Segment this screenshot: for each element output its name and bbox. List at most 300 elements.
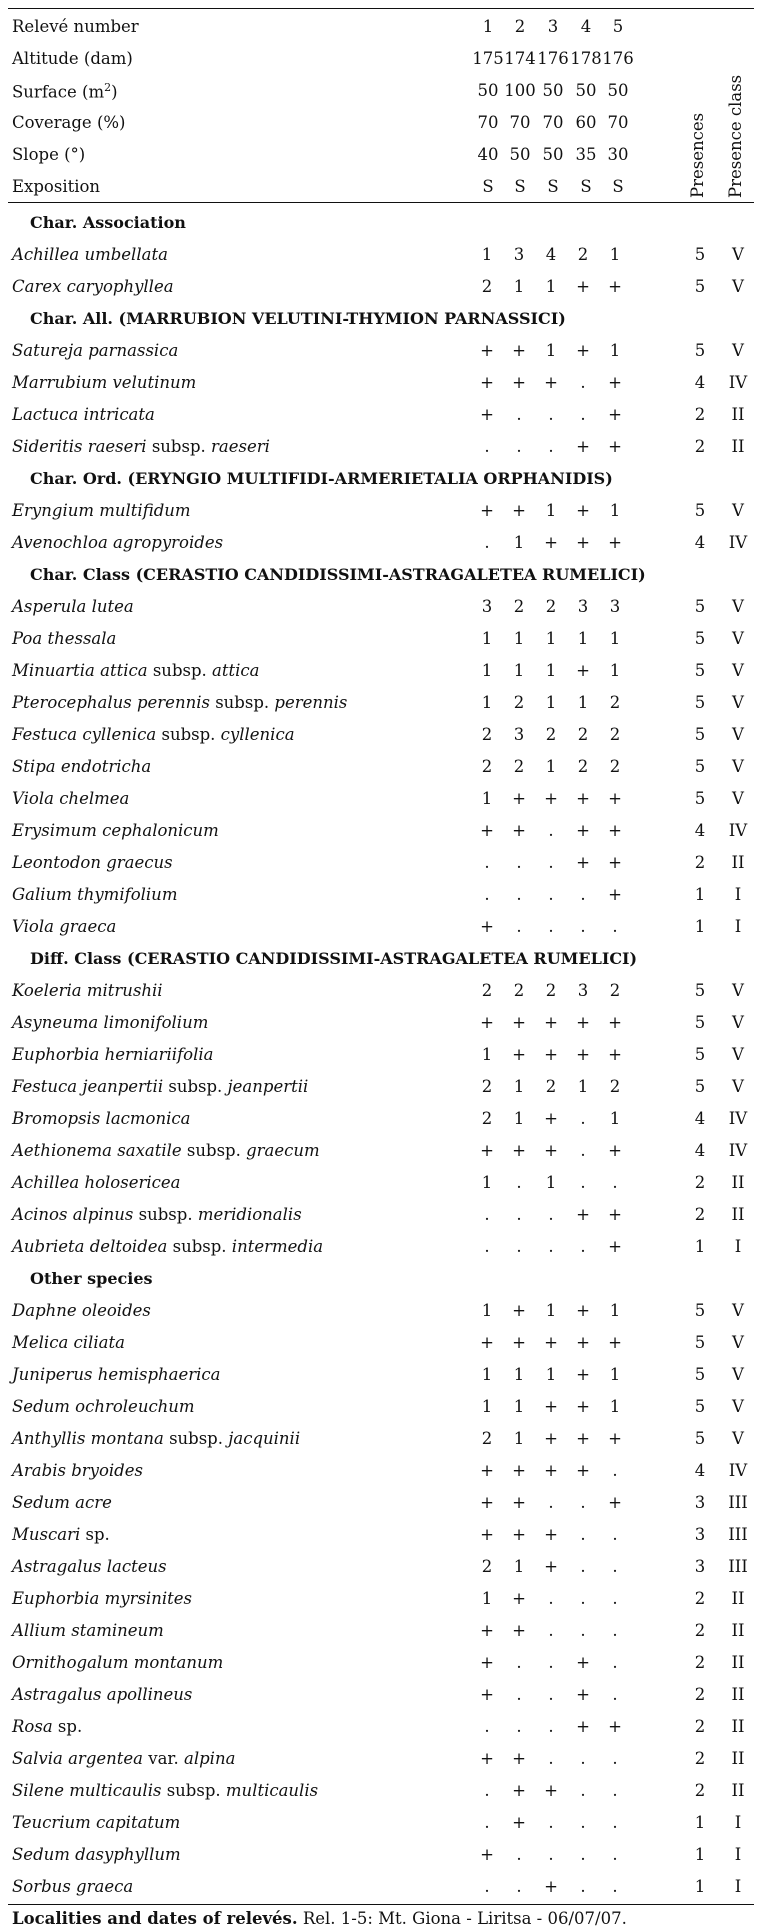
cover-value-releve-2: + xyxy=(512,1141,526,1160)
species-name xyxy=(12,757,151,776)
cover-value-releve-2: + xyxy=(512,1301,526,1320)
header-value: 2 xyxy=(514,17,526,36)
cover-value-releve-3: + xyxy=(544,1461,558,1480)
cover-value-releve-2: . xyxy=(516,1173,522,1192)
cover-value-releve-5: . xyxy=(612,1749,618,1768)
cover-value-releve-1: + xyxy=(480,1749,494,1768)
header-value: 70 xyxy=(509,113,531,132)
species-row xyxy=(8,750,754,782)
label-text: ) xyxy=(111,82,118,102)
presence-count: 3 xyxy=(694,1493,706,1512)
cover-value-releve-4: 3 xyxy=(577,981,589,1000)
species-row xyxy=(8,1390,754,1422)
infraspecific-rank: var. xyxy=(148,1749,179,1768)
presence-count: 5 xyxy=(694,693,706,712)
cover-value-releve-4: + xyxy=(576,1653,590,1672)
presence-class: V xyxy=(732,1397,744,1416)
species-genus-epithet: Pterocephalus perennis xyxy=(12,693,210,712)
species-genus-epithet: Viola chelmea xyxy=(12,789,130,808)
cover-value-releve-1: 1 xyxy=(481,693,493,712)
cover-value-releve-5: 2 xyxy=(609,693,621,712)
species-genus-epithet: Melica ciliata xyxy=(12,1333,125,1352)
presence-count: 2 xyxy=(694,1717,706,1736)
presence-count: 2 xyxy=(694,1685,706,1704)
header-value: 178 xyxy=(570,49,602,68)
cover-value-releve-5: . xyxy=(612,1845,618,1864)
cover-value-releve-2: . xyxy=(516,885,522,904)
presences-column-header: Presences xyxy=(688,112,707,198)
cover-value-releve-4: 2 xyxy=(577,245,589,264)
footnote-text: Rel. 1-5: Mt. Giona - Liritsa - 06/07/07. xyxy=(297,1909,627,1928)
species-row xyxy=(8,1422,754,1454)
cover-value-releve-2: + xyxy=(512,1045,526,1064)
cover-value-releve-1: 2 xyxy=(481,1557,493,1576)
species-genus-epithet: Viola graeca xyxy=(12,917,117,936)
section-header-row xyxy=(8,942,754,974)
presence-count: 5 xyxy=(694,1013,706,1032)
cover-value-releve-1: + xyxy=(480,405,494,424)
species-genus-epithet: Lactuca intricata xyxy=(12,405,155,424)
cover-value-releve-3: . xyxy=(548,437,554,456)
species-row xyxy=(8,1070,754,1102)
cover-value-releve-5: . xyxy=(612,1813,618,1832)
presence-count: 1 xyxy=(694,1877,706,1896)
cover-value-releve-2: 1 xyxy=(513,629,525,648)
presence-count: 5 xyxy=(694,1333,706,1352)
presence-count: 5 xyxy=(694,245,706,264)
species-genus-epithet: Arabis bryoides xyxy=(12,1461,143,1480)
header-value: S xyxy=(547,177,559,196)
species-genus-epithet: Minuartia attica xyxy=(12,661,148,680)
species-genus-epithet: Sedum ochroleuchum xyxy=(12,1397,195,1416)
cover-value-releve-5: + xyxy=(608,821,622,840)
species-name xyxy=(12,1045,214,1064)
cover-value-releve-1: 1 xyxy=(481,1397,493,1416)
presence-class: V xyxy=(732,245,744,264)
header-row-altitude xyxy=(8,42,754,74)
cover-value-releve-5: 2 xyxy=(609,757,621,776)
species-name xyxy=(12,1845,181,1864)
cover-value-releve-2: 2 xyxy=(513,757,525,776)
cover-value-releve-3: . xyxy=(548,1685,554,1704)
header-label: Slope (°) xyxy=(12,145,86,164)
cover-value-releve-4: + xyxy=(576,1365,590,1384)
cover-value-releve-4: . xyxy=(580,1237,586,1256)
cover-value-releve-2: 3 xyxy=(513,725,525,744)
infraspecific-rank: subsp. xyxy=(169,1429,223,1448)
cover-value-releve-3: 1 xyxy=(545,277,557,296)
species-name xyxy=(12,501,191,520)
presence-count: 4 xyxy=(694,1109,706,1128)
cover-value-releve-4: + xyxy=(576,501,590,520)
cover-value-releve-5: + xyxy=(608,437,622,456)
cover-value-releve-2: + xyxy=(512,1525,526,1544)
infraspecific-rank: subsp. xyxy=(152,661,207,680)
cover-value-releve-5: . xyxy=(612,1685,618,1704)
cover-value-releve-1: . xyxy=(484,1877,490,1896)
cover-value-releve-5: . xyxy=(612,1557,618,1576)
cover-value-releve-1: 1 xyxy=(481,789,493,808)
cover-value-releve-1: + xyxy=(480,1013,494,1032)
species-genus-epithet: Achillea umbellata xyxy=(12,245,168,264)
cover-value-releve-3: . xyxy=(548,853,554,872)
presence-class: IV xyxy=(728,373,748,392)
cover-value-releve-5: 2 xyxy=(609,1077,621,1096)
infraspecific-rank: subsp. xyxy=(138,1205,193,1224)
species-genus-epithet: Daphne oleoides xyxy=(12,1301,151,1320)
presence-count: 2 xyxy=(694,1589,706,1608)
cover-value-releve-1: + xyxy=(480,821,494,840)
cover-value-releve-2: 1 xyxy=(513,533,525,552)
species-row xyxy=(8,1518,754,1550)
header-value: S xyxy=(482,177,494,196)
infraspecific-epithet: jacquinii xyxy=(228,1429,301,1448)
species-row xyxy=(8,1006,754,1038)
species-name xyxy=(12,1365,221,1384)
infraspecific-rank: sp. xyxy=(85,1525,110,1544)
presence-count: 5 xyxy=(694,629,706,648)
header-value: 100 xyxy=(504,81,536,100)
species-name xyxy=(12,1333,125,1352)
cover-value-releve-2: + xyxy=(512,1013,526,1032)
cover-value-releve-3: 1 xyxy=(545,661,557,680)
cover-value-releve-4: + xyxy=(576,1333,590,1352)
cover-value-releve-2: . xyxy=(516,853,522,872)
section-title: Char. Class (CERASTIO CANDIDISSIMI-ASTRAGALETEA RUMELICI) xyxy=(30,565,646,584)
species-row xyxy=(8,910,754,942)
species-name xyxy=(12,1205,302,1224)
cover-value-releve-4: + xyxy=(576,1045,590,1064)
cover-value-releve-2: 1 xyxy=(513,277,525,296)
label-text: Surface (m xyxy=(12,82,105,102)
cover-value-releve-2: 1 xyxy=(513,1077,525,1096)
species-row xyxy=(8,974,754,1006)
species-row xyxy=(8,1582,754,1614)
header-value: 50 xyxy=(542,145,564,164)
header-label: Relevé number xyxy=(12,17,139,36)
cover-value-releve-5: + xyxy=(608,1013,622,1032)
cover-value-releve-1: 2 xyxy=(481,1109,493,1128)
species-name xyxy=(12,725,295,744)
species-name xyxy=(12,1237,323,1256)
section-title: Char. Association xyxy=(30,213,186,232)
species-name xyxy=(12,1301,151,1320)
cover-value-releve-3: 4 xyxy=(545,245,557,264)
header-value: 50 xyxy=(607,81,629,100)
species-genus-epithet: Achillea holosericea xyxy=(12,1173,181,1192)
cover-value-releve-2: + xyxy=(512,1333,526,1352)
species-row xyxy=(8,654,754,686)
header-label: Coverage (%) xyxy=(12,113,126,132)
cover-value-releve-5: + xyxy=(608,1237,622,1256)
cover-value-releve-4: + xyxy=(576,1397,590,1416)
species-row xyxy=(8,686,754,718)
header-value: 176 xyxy=(537,49,569,68)
cover-value-releve-2: . xyxy=(516,437,522,456)
species-name xyxy=(12,981,163,1000)
presence-count: 1 xyxy=(694,1237,706,1256)
cover-value-releve-3: + xyxy=(544,1141,558,1160)
species-genus-epithet: Festuca cyllenica xyxy=(12,725,157,744)
species-name xyxy=(12,341,178,360)
cover-value-releve-3: . xyxy=(548,821,554,840)
header-label: Exposition xyxy=(12,177,101,196)
cover-value-releve-5: 1 xyxy=(609,1301,621,1320)
species-name xyxy=(12,277,174,296)
species-genus-epithet: Sideritis raeseri xyxy=(12,437,147,456)
presence-class: V xyxy=(732,1429,744,1448)
cover-value-releve-1: + xyxy=(480,1461,494,1480)
cover-value-releve-4: + xyxy=(576,821,590,840)
species-name xyxy=(12,1589,192,1608)
cover-value-releve-5: 1 xyxy=(609,661,621,680)
species-genus-epithet: Satureja parnassica xyxy=(12,341,179,360)
presence-count: 4 xyxy=(694,533,706,552)
cover-value-releve-5: 1 xyxy=(609,501,621,520)
cover-value-releve-1: . xyxy=(484,533,490,552)
infraspecific-epithet: raeseri xyxy=(211,437,270,456)
cover-value-releve-2: 1 xyxy=(513,1557,525,1576)
infraspecific-epithet: jeanpertii xyxy=(227,1077,309,1096)
cover-value-releve-1: . xyxy=(484,853,490,872)
cover-value-releve-5: 3 xyxy=(609,597,621,616)
presence-count: 2 xyxy=(694,1173,706,1192)
cover-value-releve-1: . xyxy=(484,437,490,456)
cover-value-releve-4: + xyxy=(576,533,590,552)
cover-value-releve-4: 3 xyxy=(577,597,589,616)
header-label: Altitude (dam) xyxy=(12,49,133,68)
cover-value-releve-4: + xyxy=(576,1429,590,1448)
cover-value-releve-3: + xyxy=(544,1429,558,1448)
cover-value-releve-2: . xyxy=(516,405,522,424)
presence-count: 5 xyxy=(694,1045,706,1064)
header-value: 1 xyxy=(482,17,494,36)
cover-value-releve-5: . xyxy=(612,917,618,936)
header-value: 35 xyxy=(575,145,597,164)
cover-value-releve-1: 2 xyxy=(481,757,493,776)
presence-class: V xyxy=(732,1077,744,1096)
header-value: 50 xyxy=(542,81,564,100)
species-genus-epithet: Astragalus apollineus xyxy=(12,1685,193,1704)
species-genus-epithet: Astragalus lacteus xyxy=(12,1557,167,1576)
presence-class-column-header: Presence class xyxy=(726,74,745,198)
presence-class: V xyxy=(732,629,744,648)
cover-value-releve-1: 1 xyxy=(481,661,493,680)
cover-value-releve-1: 1 xyxy=(481,245,493,264)
species-genus-epithet: Sorbus graeca xyxy=(12,1877,134,1896)
cover-value-releve-2: 1 xyxy=(513,1365,525,1384)
species-row xyxy=(8,814,754,846)
species-row xyxy=(8,494,754,526)
cover-value-releve-3: . xyxy=(548,1493,554,1512)
species-name xyxy=(12,821,219,840)
species-genus-epithet: Koeleria mitrushii xyxy=(12,981,163,1000)
cover-value-releve-5: 1 xyxy=(609,341,621,360)
species-name xyxy=(12,853,173,872)
infraspecific-epithet: meridionalis xyxy=(197,1205,302,1224)
cover-value-releve-3: 2 xyxy=(545,981,557,1000)
header-row-slope xyxy=(8,138,754,170)
species-row xyxy=(8,1198,754,1230)
cover-value-releve-1: 2 xyxy=(481,1429,493,1448)
cover-value-releve-5: 2 xyxy=(609,981,621,1000)
cover-value-releve-1: 1 xyxy=(481,1589,493,1608)
section-header-row xyxy=(8,462,754,494)
presence-class: IV xyxy=(728,821,748,840)
section-header-row xyxy=(8,1262,754,1294)
cover-value-releve-4: . xyxy=(580,1493,586,1512)
species-name xyxy=(12,1781,318,1800)
cover-value-releve-2: 2 xyxy=(513,597,525,616)
species-name xyxy=(12,533,223,552)
presence-count: 1 xyxy=(694,1813,706,1832)
presence-count: 4 xyxy=(694,821,706,840)
cover-value-releve-5: . xyxy=(612,1461,618,1480)
species-name xyxy=(12,1141,320,1160)
cover-value-releve-4: . xyxy=(580,1557,586,1576)
header-label xyxy=(12,81,118,102)
species-name xyxy=(12,405,155,424)
cover-value-releve-2: 1 xyxy=(513,661,525,680)
species-row xyxy=(8,622,754,654)
species-row xyxy=(8,846,754,878)
cover-value-releve-3: 1 xyxy=(545,341,557,360)
species-genus-epithet: Marrubium velutinum xyxy=(12,373,197,392)
cover-value-releve-4: . xyxy=(580,1109,586,1128)
cover-value-releve-1: . xyxy=(484,1205,490,1224)
presence-class: V xyxy=(732,725,744,744)
cover-value-releve-1: + xyxy=(480,1845,494,1864)
header-value: 5 xyxy=(612,17,624,36)
cover-value-releve-3: 1 xyxy=(545,693,557,712)
species-name xyxy=(12,693,347,712)
cover-value-releve-5: + xyxy=(608,885,622,904)
cover-value-releve-4: + xyxy=(576,1301,590,1320)
header-row-releve-number xyxy=(8,10,754,42)
cover-value-releve-1: + xyxy=(480,501,494,520)
cover-value-releve-1: + xyxy=(480,1141,494,1160)
cover-value-releve-3: + xyxy=(544,1397,558,1416)
section-title: Char. All. (MARRUBION VELUTINI-THYMION PARNASSICI) xyxy=(30,309,566,328)
cover-value-releve-3: . xyxy=(548,405,554,424)
presence-class: II xyxy=(731,1717,745,1736)
species-row xyxy=(8,590,754,622)
header-value: S xyxy=(514,177,526,196)
header-value: 174 xyxy=(504,49,536,68)
cover-value-releve-4: + xyxy=(576,661,590,680)
presence-class: V xyxy=(732,789,744,808)
presence-class: V xyxy=(732,597,744,616)
cover-value-releve-3: . xyxy=(548,885,554,904)
presence-count: 5 xyxy=(694,277,706,296)
header-value: 50 xyxy=(477,81,499,100)
cover-value-releve-3: + xyxy=(544,1333,558,1352)
species-name xyxy=(12,1621,164,1640)
presence-class: V xyxy=(732,661,744,680)
cover-value-releve-5: . xyxy=(612,1525,618,1544)
presence-count: 3 xyxy=(694,1525,706,1544)
cover-value-releve-3: + xyxy=(544,373,558,392)
cover-value-releve-3: + xyxy=(544,533,558,552)
presence-class: I xyxy=(734,917,742,936)
species-genus-epithet: Juniperus hemisphaerica xyxy=(12,1365,221,1384)
cover-value-releve-4: + xyxy=(576,277,590,296)
cover-value-releve-3: + xyxy=(544,1013,558,1032)
cover-value-releve-3: . xyxy=(548,1621,554,1640)
species-row xyxy=(8,1038,754,1070)
presence-class: V xyxy=(732,693,744,712)
species-name xyxy=(12,629,116,648)
cover-value-releve-3: . xyxy=(548,1653,554,1672)
cover-value-releve-4: . xyxy=(580,1813,586,1832)
cover-value-releve-3: + xyxy=(544,1877,558,1896)
cover-value-releve-1: . xyxy=(484,1781,490,1800)
cover-value-releve-5: 1 xyxy=(609,1365,621,1384)
infraspecific-epithet: intermedia xyxy=(231,1237,324,1256)
cover-value-releve-4: 1 xyxy=(577,629,589,648)
species-genus-epithet: Galium thymifolium xyxy=(12,885,178,904)
species-row xyxy=(8,782,754,814)
presence-class: V xyxy=(732,1045,744,1064)
species-name xyxy=(12,1013,208,1032)
infraspecific-epithet: graecum xyxy=(246,1141,320,1160)
presence-count: 3 xyxy=(694,1557,706,1576)
presence-class: V xyxy=(732,981,744,1000)
cover-value-releve-2: + xyxy=(512,1813,526,1832)
cover-value-releve-5: + xyxy=(608,1141,622,1160)
cover-value-releve-5: . xyxy=(612,1173,618,1192)
cover-value-releve-3: + xyxy=(544,1525,558,1544)
header-value: 50 xyxy=(509,145,531,164)
presence-class: V xyxy=(732,341,744,360)
cover-value-releve-4: . xyxy=(580,1781,586,1800)
presence-class: III xyxy=(728,1493,748,1512)
cover-value-releve-2: 1 xyxy=(513,1429,525,1448)
species-row xyxy=(8,366,754,398)
header-bottom-rule xyxy=(8,202,754,203)
cover-value-releve-5: . xyxy=(612,1877,618,1896)
cover-value-releve-2: 2 xyxy=(513,693,525,712)
presence-count: 5 xyxy=(694,661,706,680)
presence-class: II xyxy=(731,1685,745,1704)
species-name xyxy=(12,789,129,808)
species-genus-epithet: Allium stamineum xyxy=(12,1621,164,1640)
cover-value-releve-1: + xyxy=(480,917,494,936)
cover-value-releve-5: + xyxy=(608,533,622,552)
species-genus-epithet: Aethionema saxatile xyxy=(12,1141,182,1160)
species-genus-epithet: Poa thessala xyxy=(12,629,117,648)
species-row xyxy=(8,1550,754,1582)
presence-count: 5 xyxy=(694,501,706,520)
cover-value-releve-1: . xyxy=(484,1813,490,1832)
species-name xyxy=(12,1749,235,1768)
presence-count: 2 xyxy=(694,1621,706,1640)
cover-value-releve-2: + xyxy=(512,1781,526,1800)
header-value: 70 xyxy=(607,113,629,132)
presence-count: 1 xyxy=(694,1845,706,1864)
cover-value-releve-4: + xyxy=(576,341,590,360)
species-genus-epithet: Aubrieta deltoidea xyxy=(12,1237,168,1256)
section-header-row xyxy=(8,558,754,590)
infraspecific-epithet: multicaulis xyxy=(225,1781,319,1800)
presence-count: 2 xyxy=(694,853,706,872)
presence-class: I xyxy=(734,1845,742,1864)
cover-value-releve-5: + xyxy=(608,853,622,872)
header-value: 3 xyxy=(547,17,559,36)
cover-value-releve-5: + xyxy=(608,1493,622,1512)
species-row xyxy=(8,1102,754,1134)
species-row xyxy=(8,398,754,430)
